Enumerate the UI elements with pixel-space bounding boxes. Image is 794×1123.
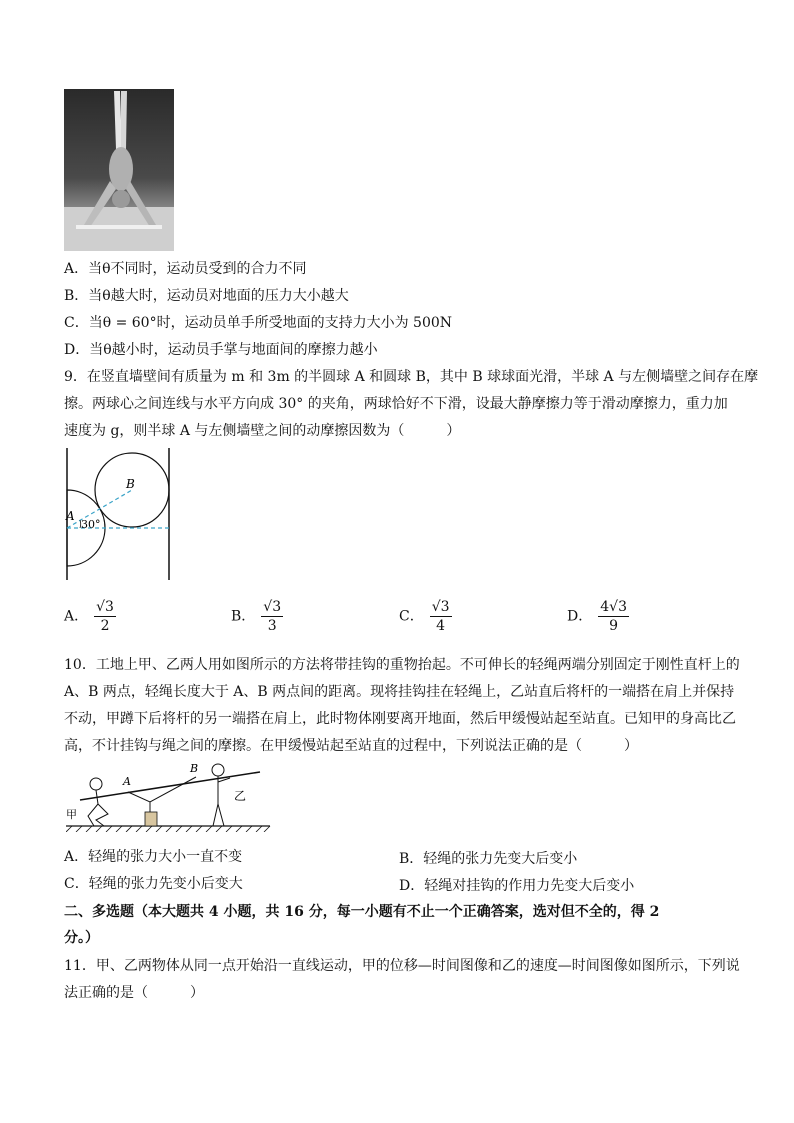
q10-figure bbox=[66, 760, 276, 832]
section2-heading-line1: 二、多选题（本大题共 4 小题，共 16 分，每一小题有不止一个正确答案，选对但不全的，得 2 bbox=[64, 904, 660, 920]
q9-option-a-fraction bbox=[94, 598, 116, 635]
q10-label-jia: 甲 bbox=[66, 808, 77, 821]
section2-heading-line2: 分。） bbox=[64, 930, 99, 946]
q9-option-a-letter: A． bbox=[64, 608, 89, 625]
gymnast-handstand-icon bbox=[64, 89, 174, 251]
q9-option-a-den: 2 bbox=[100, 618, 110, 634]
q9-option-d-den: 9 bbox=[609, 618, 619, 634]
q10-stem-line4: 高，不计挂钩与绳之间的摩擦。在甲缓慢站起至站直的过程中，下列说法正确的是（ ） bbox=[64, 738, 638, 754]
q9-option-b-letter: B． bbox=[231, 608, 256, 625]
q8-option-d: D．当θ越小时，运动员手掌与地面间的摩擦力越小 bbox=[64, 342, 378, 358]
q10-stem-line2: A、B 两点，轻绳长度大于 A、B 两点间的距离。现将挂钩挂在轻绳上，乙站直后将杆的一端搭在肩上并保持 bbox=[64, 684, 735, 700]
q9-stem-line2: 擦。两球心之间连线与水平方向成 30° 的夹角，两球恰好不下滑，设最大静摩擦力等于滑动摩擦力，重力加 bbox=[64, 396, 728, 412]
q9-figure bbox=[60, 448, 178, 582]
q9-option-c-letter: C． bbox=[399, 608, 424, 625]
q9-option-c-fraction bbox=[430, 598, 452, 635]
q9-option-c bbox=[399, 598, 452, 635]
q10-stem-line1: 10．工地上甲、乙两人用如图所示的方法将带挂钩的重物抬起。不可伸长的轻绳两端分别固定于刚性直杆上的 bbox=[64, 657, 740, 673]
q9-stem-line3: 速度为 g，则半球 A 与左侧墙壁之间的动摩擦因数为（ ） bbox=[64, 423, 461, 439]
q10-option-c: C．轻绳的张力先变小后变大 bbox=[64, 876, 243, 892]
q10-option-b: B．轻绳的张力先变大后变小 bbox=[399, 851, 578, 867]
q9-option-b bbox=[231, 598, 283, 635]
q9-option-d-letter: D． bbox=[567, 608, 593, 625]
q9-option-d bbox=[567, 598, 629, 635]
q9-option-d-num: 4√3 bbox=[600, 599, 627, 615]
q9-option-a-num: √3 bbox=[96, 599, 114, 615]
q8-option-c: C．当θ = 60°时，运动员单手所受地面的支持力大小为 500N bbox=[64, 315, 453, 331]
q10-option-a: A．轻绳的张力大小一直不变 bbox=[64, 849, 243, 865]
q9-option-b-fraction bbox=[261, 598, 283, 635]
q10-label-b: B bbox=[190, 762, 199, 775]
q9-stem-line1: 9．在竖直墙壁间有质量为 m 和 3m 的半圆球 A 和圆球 B，其中 B 球球面光滑，半球 A 与左侧墙壁之间存在摩 bbox=[64, 369, 759, 385]
q11-stem-line2: 法正确的是（ ） bbox=[64, 985, 204, 1001]
q9-option-c-num: √3 bbox=[431, 599, 450, 615]
q10-option-d: D．轻绳对挂钩的作用力先变大后变小 bbox=[399, 878, 635, 894]
q9-option-b-num: √3 bbox=[263, 599, 282, 615]
q9-option-d-fraction bbox=[598, 598, 629, 635]
q8-option-a: A．当θ不同时，运动员受到的合力不同 bbox=[64, 261, 307, 277]
q10-label-yi: 乙 bbox=[234, 789, 247, 803]
q9-option-a bbox=[64, 598, 116, 635]
q11-stem-line1: 11．甲、乙两物体从同一点开始沿一直线运动，甲的位移—时间图像和乙的速度—时间图像如图所示，下列说 bbox=[64, 958, 740, 974]
q9-option-c-den: 4 bbox=[436, 618, 446, 634]
q10-stem-line3: 不动，甲蹲下后将杆的另一端搭在肩上，此时物体刚要离开地面，然后甲缓慢站起至站直。已知甲的身高比乙 bbox=[64, 711, 736, 727]
q8-option-b: B．当θ越大时，运动员对地面的压力大小越大 bbox=[64, 288, 349, 304]
gymnast-photo bbox=[64, 89, 174, 251]
q9-label-b: B bbox=[126, 477, 135, 491]
q10-label-a: A bbox=[123, 775, 131, 788]
q9-angle-label: 30° bbox=[81, 518, 101, 531]
q9-option-b-den: 3 bbox=[267, 618, 277, 634]
q9-label-a: A bbox=[66, 509, 75, 523]
